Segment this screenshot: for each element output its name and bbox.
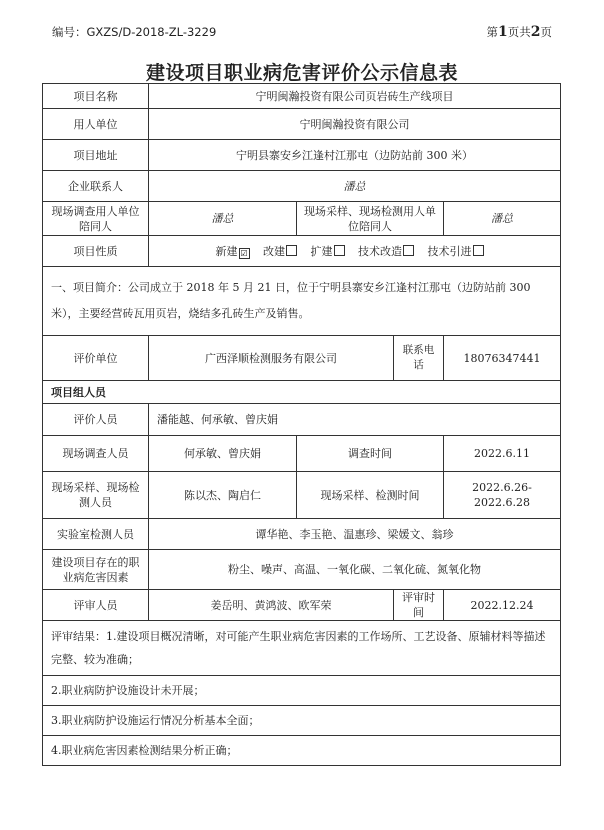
row-escort	[43, 202, 561, 236]
page-prefix: 第	[486, 25, 498, 39]
project-name-value: 宁明闽瀚投资有限公司页岩砖生产线项目	[149, 84, 561, 109]
row-employer	[43, 109, 561, 140]
row-team	[43, 381, 561, 404]
review-time-value: 2022.12.24	[444, 590, 561, 621]
row-nature	[43, 236, 561, 267]
hazards-value: 粉尘、噪声、高温、一氧化碳、二氧化硫、氮氧化物	[149, 550, 561, 590]
option-expand: 扩建	[310, 244, 333, 258]
nature-label: 项目性质	[43, 236, 149, 267]
reviewers-value: 姜岳明、黄鸿波、欧军荣	[149, 590, 394, 621]
document-title: 建设项目职业病危害评价公示信息表	[145, 62, 458, 84]
page-total: 2	[530, 24, 541, 40]
row-project-name	[43, 84, 561, 109]
page-header	[52, 24, 552, 42]
row-conclusion-1	[43, 621, 561, 676]
option-new-build: 新建	[215, 244, 238, 258]
contact-value: 潘总	[149, 171, 561, 202]
row-conclusion-4	[43, 736, 561, 766]
conclusion-line-3: 3.职业病防护设施运行情况分析基本全面；	[43, 706, 561, 736]
employer-value: 宁明闽瀚投资有限公司	[149, 109, 561, 140]
row-samplers	[43, 472, 561, 519]
contact-label: 企业联系人	[43, 171, 149, 202]
row-reviewers	[43, 590, 561, 621]
conclusion-line-1: 评审结果：1.建设项目概况清晰，对可能产生职业病危害因素的工作场所、工艺设备、原辅材料等描述完整、较为准确；	[43, 621, 561, 676]
checkbox-tech-import	[473, 245, 484, 256]
review-time-label: 评审时间	[394, 590, 444, 621]
address-value: 宁明县寨安乡江逢村江那屯（边防站前 300 米）	[149, 140, 561, 171]
lab-label: 实验室检测人员	[43, 519, 149, 550]
evaluator-label: 评价单位	[43, 336, 149, 381]
conclusion-line-4: 4.职业病危害因素检测结果分析正确；	[43, 736, 561, 766]
sampling-time-label: 现场采样、检测时间	[297, 472, 444, 519]
surveyors-label: 现场调查人员	[43, 436, 149, 472]
phone-label: 联系电话	[394, 336, 444, 381]
project-intro: 一、项目简介：公司成立于 2018 年 5 月 21 日，位于宁明县寨安乡江逢村江那屯（边防站前 300 米），主要经营砖瓦用页岩，烧结多孔砖生产及销售。	[43, 267, 561, 336]
checkbox-tech-upgrade	[403, 245, 414, 256]
reviewers-label: 评审人员	[43, 590, 149, 621]
checkbox-rebuild	[286, 245, 297, 256]
row-conclusion-3	[43, 706, 561, 736]
nature-options	[149, 236, 561, 267]
row-evaluators	[43, 404, 561, 436]
page-indicator	[487, 24, 553, 40]
employer-label: 用人单位	[43, 109, 149, 140]
survey-time-value: 2022.6.11	[444, 436, 561, 472]
address-label: 项目地址	[43, 140, 149, 171]
team-heading: 项目组人员	[43, 381, 561, 404]
row-evaluator	[43, 336, 561, 381]
page-middle: 页共	[507, 25, 531, 39]
row-surveyors	[43, 436, 561, 472]
survey-time-label: 调查时间	[297, 436, 444, 472]
conclusion-line-2: 2.职业病防护设施设计未开展；	[43, 676, 561, 706]
hazards-label: 建设项目存在的职业病危害因素	[43, 550, 149, 590]
sampling-time-value: 2022.6.26-2022.6.28	[444, 472, 561, 519]
row-contact	[43, 171, 561, 202]
option-rebuild: 改建	[263, 244, 285, 258]
checkbox-expand	[334, 245, 345, 256]
page-end: 页	[540, 25, 552, 39]
evaluators-value: 潘能越、何承敏、曾庆娟	[149, 404, 561, 436]
sampling-escort-label: 现场采样、现场检测用人单位陪同人	[297, 202, 444, 236]
row-conclusion-2	[43, 676, 561, 706]
evaluator-value: 广西泽顺检测服务有限公司	[149, 336, 394, 381]
checkbox-new-build: ☑	[240, 248, 248, 258]
row-address	[43, 140, 561, 171]
document-code: 编号：GXZS/D-2018-ZL-3229	[52, 25, 217, 39]
option-tech-upgrade: 技术改造	[358, 244, 402, 258]
evaluators-label: 评价人员	[43, 404, 149, 436]
surveyors-value: 何承敏、曾庆娟	[149, 436, 297, 472]
info-table	[42, 83, 561, 766]
option-tech-import: 技术引进	[427, 244, 472, 258]
row-lab	[43, 519, 561, 550]
row-hazards	[43, 550, 561, 590]
samplers-value: 陈以杰、陶启仁	[149, 472, 297, 519]
sampling-escort-value: 潘总	[444, 202, 561, 236]
row-intro	[43, 267, 561, 336]
survey-escort-label: 现场调查用人单位陪同人	[43, 202, 149, 236]
page-number: 1	[498, 24, 508, 40]
lab-value: 谭华艳、李玉艳、温惠珍、梁媛文、翁珍	[149, 519, 561, 550]
samplers-label: 现场采样、现场检测人员	[43, 472, 149, 519]
project-name-label: 项目名称	[43, 84, 149, 109]
phone-value: 18076347441	[444, 336, 561, 381]
survey-escort-value: 潘总	[149, 202, 297, 236]
